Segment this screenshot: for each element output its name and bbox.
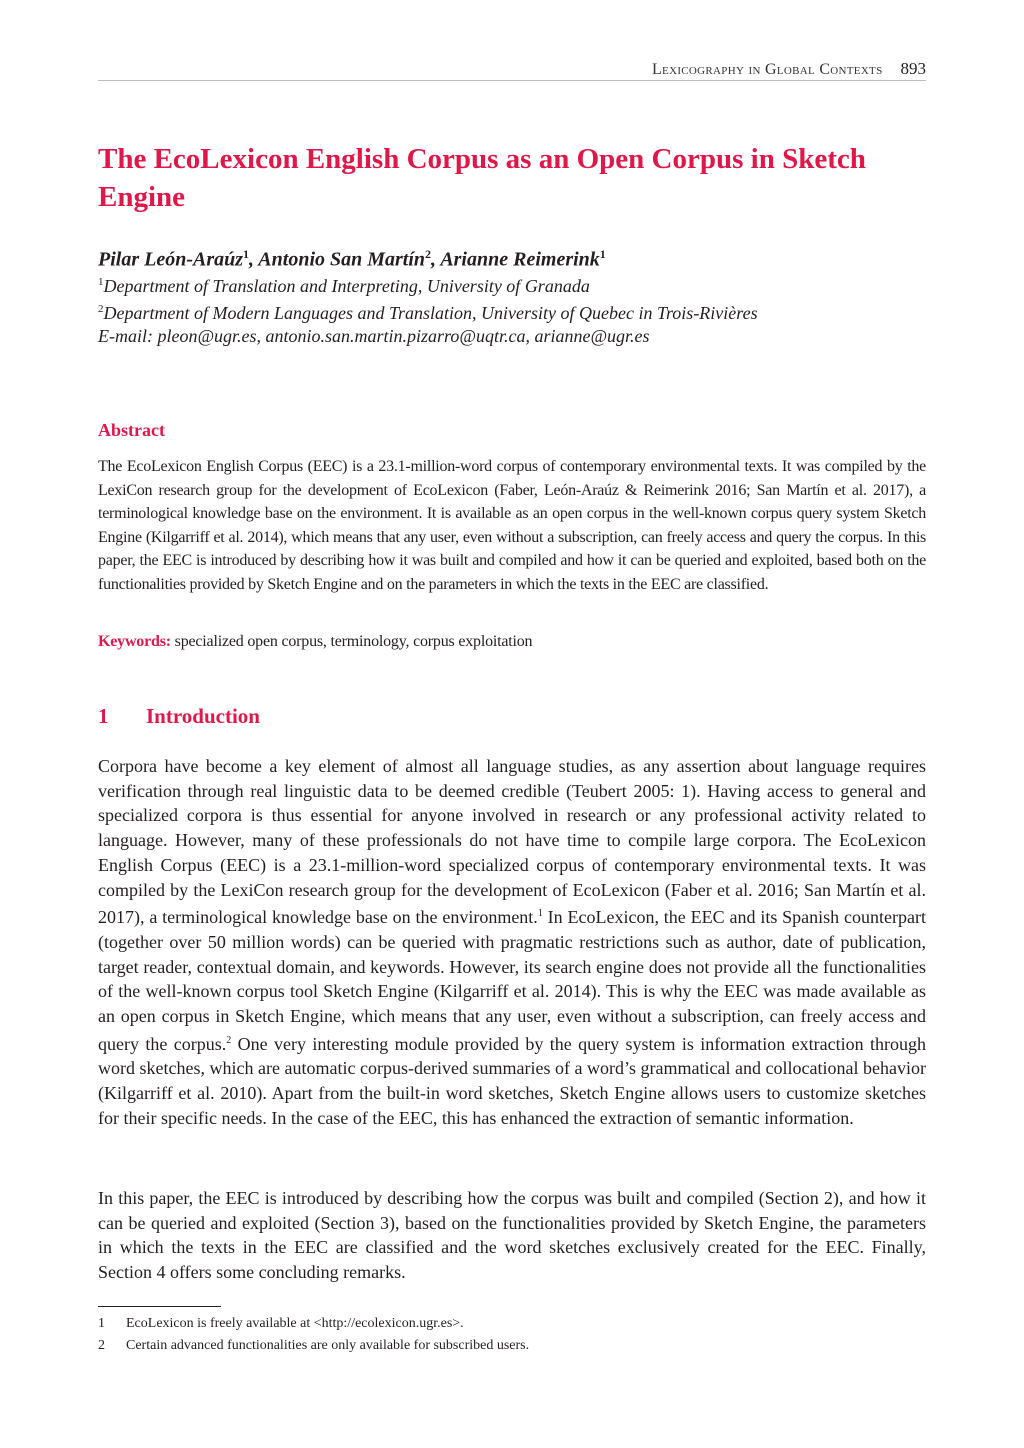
- abstract-heading: Abstract: [98, 420, 165, 440]
- author-list: [98, 241, 926, 273]
- keywords-label: Keywords:: [98, 633, 171, 650]
- author-separator: ,: [431, 248, 441, 271]
- footnote-number: 2: [98, 1338, 105, 1353]
- footnote-text: Certain advanced functionalities are only available for subscribed users.: [126, 1338, 530, 1353]
- paragraph-text: One very interesting module provided by the query system is information extraction through word sketches, which are automatic corpus-derived summaries of a word’s grammatical and collocational behavior (Kilgarriff et al. 2010). Apart from the built-in word sketches, Sketch Engine allows users to customize sketches for their specific needs. In the case of the EEC, this has enhanced the extraction of semantic information.: [98, 1033, 926, 1128]
- author-name: Pilar León-Araúz: [98, 248, 244, 271]
- paragraph-text: Corpora have become a key element of almost all language studies, as any assertion about language requires verification through real linguistic data to be deemed credible (Teubert 2005: 1). Having access to general and specialized corpora is thus essential for anyone involved in research or any professional activity related to language. However, many of these professionals do not have time to compile large corpora. The EcoLexicon English Corpus (EEC) is a 23.1-million-word specialized corpus of contemporary environmental texts. It was compiled by the LexiCon research group for the development of EcoLexicon (Faber et al. 2016; San Martín et al. 2017), a terminological knowledge base on the environment.: [98, 756, 926, 928]
- author-name: Antonio San Martín: [258, 248, 426, 271]
- affiliation: [98, 270, 926, 298]
- footnote-ref[interactable]: 1: [537, 908, 543, 920]
- keywords: [98, 630, 926, 653]
- body-paragraph: [98, 754, 926, 1131]
- affiliation-text: Department of Translation and Interpreting, University of Granada: [103, 276, 590, 296]
- footnote-number: 1: [98, 1316, 105, 1331]
- page-number: 893: [900, 59, 926, 78]
- body-paragraph: In this paper, the EEC is introduced by describing how the corpus was built and compiled (Section 2), and how it can be queried and exploited (Section 3), based on the functionalities provided by Sketch Engine, the parameters in which the texts in the EEC are classified and the word sketches exclusively created for the EEC. Finally, Section 4 offers some concluding remarks.: [98, 1188, 926, 1283]
- author-separator: ,: [249, 248, 259, 271]
- paper-title: The EcoLexicon English Corpus as an Open Corpus in Sketch Engine: [98, 143, 866, 213]
- footnote-ref[interactable]: 2: [226, 1034, 232, 1046]
- abstract-text: The EcoLexicon English Corpus (EEC) is a 23.1-million-word corpus of contemporary environmental texts. It was compiled by the LexiCon research group for the development of EcoLexicon (Faber, León-Araúz & Reimerink 2016; San Martín et al. 2017), a terminological knowledge base on the environment. It is available as an open corpus in the well-known corpus query system Sketch Engine (Kilgarriff et al. 2014), which means that any user, even without a subscription, can freely access and query the corpus. In this paper, the EEC is introduced by describing how it was built and compiled and how it can be queried and exploited, based both on the functionalities provided by Sketch Engine and on the parameters in which the texts in the EEC are classified.: [98, 458, 926, 593]
- section-heading: [98, 704, 260, 729]
- footnote: [98, 1315, 926, 1333]
- affiliation-mark: 2: [98, 303, 104, 315]
- footnote: [98, 1337, 926, 1355]
- running-header: [98, 58, 926, 81]
- affiliation: [98, 297, 926, 325]
- paragraph-text: In EcoLexicon, the EEC and its Spanish counterpart (together over 50 million words) can be queried with pragmatic restrictions such as author, date of publication, target reader, contextual domain, and keywords. However, its search engine does not provide all the functionalities of the well-known corpus tool Sketch Engine (Kilgarriff et al. 2014). This is why the EEC was made available as an open corpus in Sketch Engine, which means that any user, even without a subscription, can freely access and query the corpus.: [98, 907, 926, 1054]
- affiliation-mark: 1: [98, 276, 104, 288]
- author-emails: E-mail: pleon@ugr.es, antonio.san.martin.pizarro@uqtr.ca, arianne@ugr.es: [98, 326, 650, 346]
- author-affil-mark: 1: [243, 247, 250, 261]
- affiliation-text: Department of Modern Languages and Translation, University of Quebec in Trois-Rivières: [103, 303, 758, 323]
- footnote-text: EcoLexicon is freely available at <http://ecolexicon.ugr.es>.: [126, 1316, 464, 1331]
- keywords-text: specialized open corpus, terminology, corpus exploitation: [174, 633, 533, 650]
- author-affil-mark: 2: [425, 247, 432, 261]
- footnote-divider: [98, 1306, 221, 1307]
- section-title: Introduction: [146, 704, 260, 728]
- author-name: Arianne Reimerink: [440, 248, 600, 271]
- section-number: 1: [98, 704, 109, 728]
- journal-title: Lexicography in Global Contexts: [651, 61, 883, 78]
- author-affil-mark: 1: [599, 247, 606, 261]
